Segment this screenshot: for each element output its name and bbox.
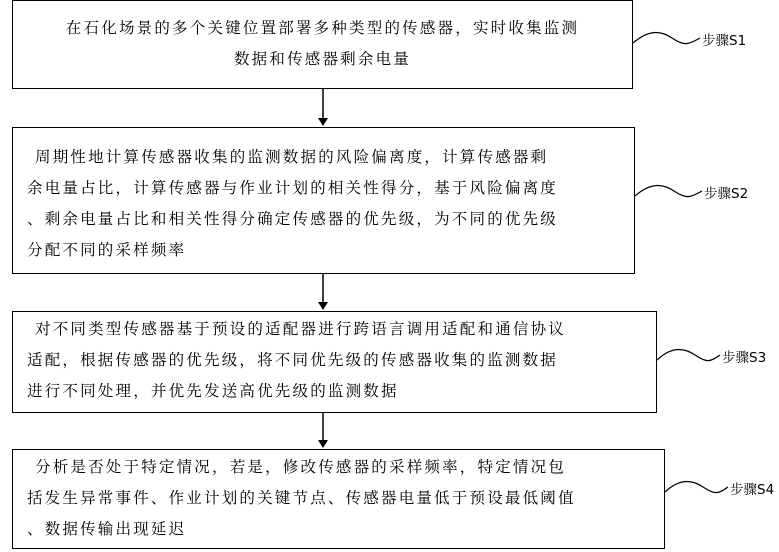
step-s4-box [12,449,665,549]
step-s1-box [12,0,633,89]
leader-s1 [633,33,700,44]
step-s1-label: 步骤S1 [702,33,747,49]
step-s4-label: 步骤S4 [730,482,775,498]
leader-s2 [635,186,702,197]
step-s3-text: 对不同类型传感器基于预设的适配器进行跨语言调用适配和通信协议 适配，根据传感器的优先级，将不同优先级的传感器收集的监测数据 进行不同处理，并优先发送高优先级的监测数据 [27,320,567,400]
step-s2-box [12,127,635,274]
step-s2-label: 步骤S2 [704,186,749,202]
leader-s4 [665,482,728,493]
step-s2-text: 周期性地计算传感器收集的监测数据的风险偏离度，计算传感器剩 余电量占比，计算传感器与作业计划的相关性得分，基于风险偏离度 、剩余电量占比和相关性得分确定传感器的优先级，为不同的优先级 分配不同的采样频率 [27,148,559,259]
step-s3-label: 步骤S3 [722,350,767,366]
step-s3-box [12,311,657,413]
leader-s3 [657,350,720,361]
step-s4-text: 分析是否处于特定情况，若是，修改传感器的采样频率，特定情况包 括发生异常事件、作业计划的关键节点、传感器电量低于预设最低阈值 、数据传输出现延迟 [27,458,576,538]
step-s1-text: 在石化场景的多个关键位置部署多种类型的传感器，实时收集监测 数据和传感器剩余电量 [65,19,580,68]
